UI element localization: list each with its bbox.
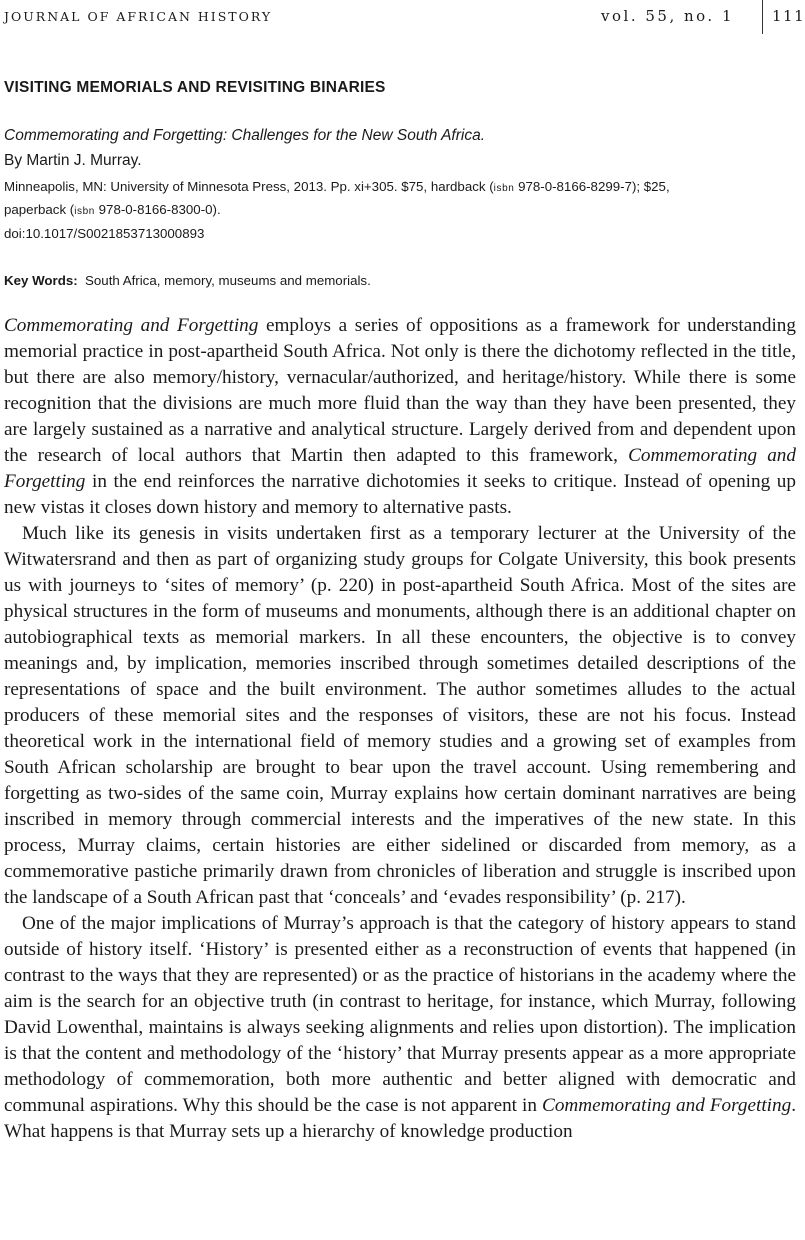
- publication-details-text: 978-0-8166-8300-0).: [94, 202, 221, 217]
- publication-details-line-2: [4, 202, 221, 217]
- book-title-italic: Commemorating and Forgetting: [4, 315, 259, 336]
- book-title-italic: Commemorating and Forgetting: [4, 445, 796, 492]
- keywords: [4, 273, 371, 288]
- volume-issue: vol. 55, no. 1: [601, 7, 734, 25]
- isbn-label: isbn: [493, 183, 515, 194]
- keywords-label: Key Words:: [4, 273, 78, 288]
- isbn-label: isbn: [74, 206, 95, 217]
- paragraph-1: [4, 313, 796, 521]
- article-title: VISITING MEMORIALS AND REVISITING BINARIES: [4, 79, 386, 96]
- running-head: [0, 0, 805, 40]
- doi-link[interactable]: doi:10.1017/S0021853713000893: [4, 226, 205, 241]
- review-body: [4, 313, 796, 1145]
- publication-details-text: Minneapolis, MN: University of Minnesota Press, 2013. Pp. xi+305. $75, hardback (: [4, 179, 494, 194]
- book-title-italic: Commemorating and Forgetting: [542, 1095, 792, 1116]
- paragraph-text: . What happens is that Murray sets up a hierarchy of knowledge production: [4, 1095, 796, 1142]
- book-title: Commemorating and Forgetting: Challenges for the New South Africa.: [4, 127, 486, 144]
- publication-details-line-1: [4, 179, 670, 194]
- page-number: 111: [772, 7, 805, 25]
- paragraph-text: One of the major implications of Murray’s approach is that the category of history appears to stand outside of history itself. ‘History’ is presented either as a reconstruction of events that happened (in contrast to the ways that they are represented) or as the practice of historians in the academy where the aim is the search for an objective truth (in contrast to heritage, for instance, which Murray, following David Lowenthal, maintains is always seeking alignments and relies upon distortion). The implication is that the content and methodology of the ‘history’ that Murray presents appear as a more appropriate methodology of commemoration, both more authentic and better aligned with democratic and communal aspirations. Why this should be the case is not apparent in: [4, 913, 796, 1116]
- paragraph-text: employs a series of oppositions as a framework for understanding memorial practice in post-apartheid South Africa. Not only is there the dichotomy reflected in the title, but there are also memory/history, vernacular/authorized, and heritage/history. While there is some recognition that the divisions are much more fluid than the way than they have been presented, they are largely sustained as a narrative and analytical structure. Largely derived from and dependent upon the research of local authors that Martin then adapted to this framework,: [4, 315, 796, 466]
- keywords-list: South Africa, memory, museums and memorials.: [85, 273, 371, 288]
- publication-details-text: 978-0-8166-8299-7); $25,: [514, 179, 670, 194]
- paragraph-3: [4, 911, 796, 1145]
- paragraph-text: in the end reinforces the narrative dichotomies it seeks to critique. Instead of opening up new vistas it closes down history and memory to alternative pasts.: [4, 471, 796, 518]
- journal-name: JOURNAL OF AFRICAN HISTORY: [4, 9, 273, 24]
- paragraph-2: Much like its genesis in visits undertaken first as a temporary lecturer at the University of the Witwatersrand and then as part of organizing study groups for Colgate University, this book presents us with journeys to ‘sites of memory’ (p. 220) in post-apartheid South Africa. Most of the sites are physical structures in the form of museums and monuments, although there is an additional chapter on autobiographical texts as memorial markers. In all these encounters, the objective is to convey meanings and, by implication, memories inscribed through sometimes detailed descriptions of the representations of space and the built environment. The author sometimes alludes to the actual producers of these memorial sites and the responses of visitors, these are not his focus. Instead theoretical work in the international field of memory studies and a growing set of examples from South African scholarship are brought to bear upon the travel account. Using remembering and forgetting as two-sides of the same coin, Murray explains how certain dominant narratives are being inscribed in memory through commercial interests and the imperatives of the new state. In this process, Murray claims, certain histories are either sidelined or discarded from memory, as a commemorative pastiche primarily drawn from chronicles of liberation and struggle is inscribed upon the landscape of a South African past that ‘conceals’ and ‘evades responsibility’ (p. 217).: [4, 523, 796, 908]
- publication-details-text: paperback (: [4, 202, 75, 217]
- header-divider: [762, 0, 763, 34]
- book-author: By Martin J. Murray.: [4, 152, 142, 169]
